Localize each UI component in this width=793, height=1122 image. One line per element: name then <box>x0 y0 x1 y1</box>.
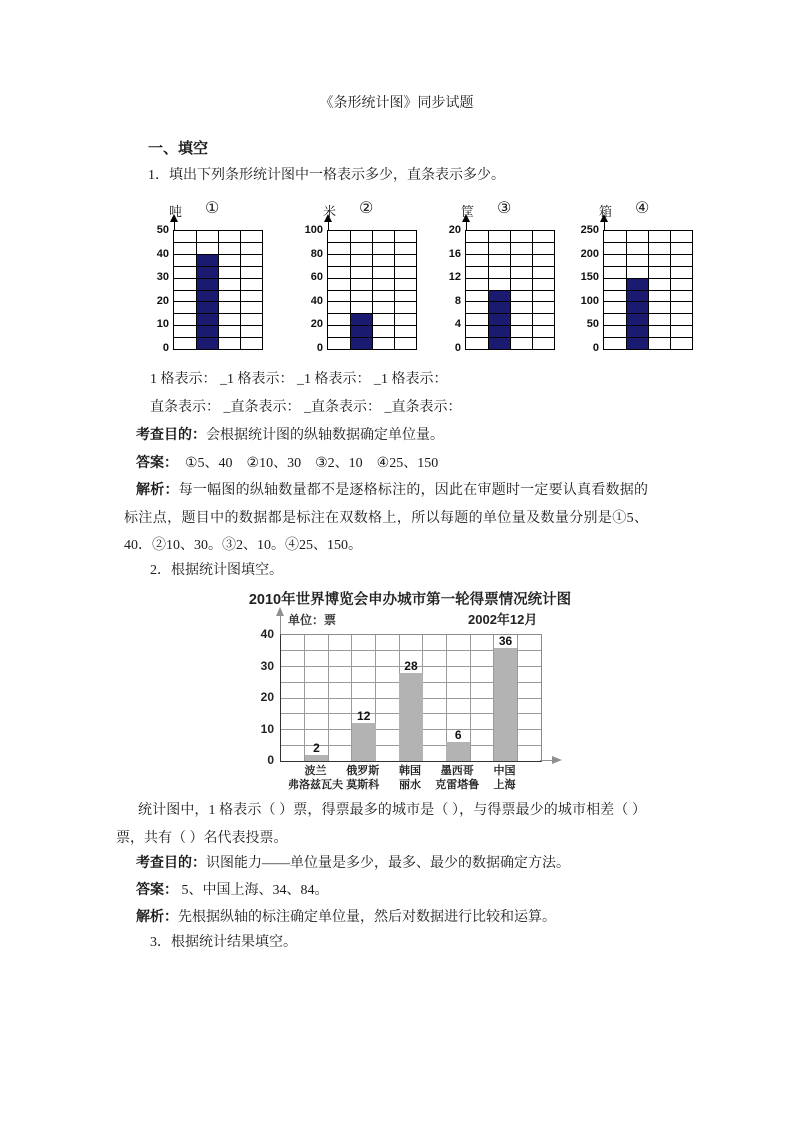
y-axis-tick: 150 <box>580 271 599 284</box>
purpose-text: 识图能力——单位量是多少，最多、最少的数据确定方法。 <box>206 856 570 871</box>
y-axis-tick: 30 <box>156 271 169 284</box>
y-axis-tick: 50 <box>156 224 169 236</box>
y-axis-tick: 4 <box>454 318 461 331</box>
gridline <box>466 337 554 338</box>
x-axis-category-label: 韩国 丽水 <box>399 765 421 791</box>
gridline <box>466 301 554 302</box>
gridline <box>174 313 262 314</box>
y-axis-tick: 200 <box>580 247 599 260</box>
bar-value-label: 6 <box>454 728 462 743</box>
gridline <box>328 278 416 279</box>
gridline <box>604 242 692 243</box>
question3-prompt: 3．根据统计结果填空。 <box>150 935 297 950</box>
answer-text: 5、中国上海、34、84。 <box>178 883 329 898</box>
q1-analysis <box>124 477 648 560</box>
q1-answer-line <box>136 452 438 472</box>
bar-value-label: 36 <box>498 633 513 648</box>
y-axis-arrow-icon <box>600 214 608 222</box>
y-axis-tick: 0 <box>162 342 169 354</box>
q1-purpose-line <box>136 424 444 444</box>
gridline <box>466 266 554 267</box>
gridline <box>174 290 262 291</box>
gridline <box>466 254 554 255</box>
chart-grid <box>327 230 417 350</box>
question2-prompt: 2．根据统计图填空。 <box>150 563 283 578</box>
gridline <box>328 242 416 243</box>
gridline <box>174 266 262 267</box>
y-axis-tick: 0 <box>592 342 599 354</box>
analysis-label: 解析： <box>136 483 179 498</box>
gridline <box>328 337 416 338</box>
answer-text: ①5、40 ②10、30 ③2、10 ④25、150 <box>178 456 439 471</box>
gridline <box>328 290 416 291</box>
fill-line-grid: 1 格表示： _1 格表示： _1 格表示： _1 格表示： <box>150 372 448 387</box>
y-axis-arrow-icon <box>170 214 178 222</box>
chart-number-label: ③ <box>497 200 512 217</box>
y-axis-tick: 40 <box>260 627 274 641</box>
data-bar <box>305 755 329 761</box>
y-axis-tick: 0 <box>267 753 274 767</box>
y-axis-tick: 100 <box>580 294 599 307</box>
gridline <box>466 325 554 326</box>
gridline <box>466 278 554 279</box>
y-axis-tick: 12 <box>448 271 461 284</box>
q2-answer-line <box>136 879 329 899</box>
gridline <box>466 313 554 314</box>
gridline <box>328 325 416 326</box>
analysis-text: 先根据纵轴的标注确定单位量，然后对数据进行比较和运算。 <box>178 910 556 925</box>
y-axis-unit-label: 箱 <box>599 204 613 219</box>
y-axis-tick: 20 <box>260 690 274 704</box>
y-axis-tick: 20 <box>156 294 169 307</box>
y-axis-tick: 60 <box>310 271 323 284</box>
gridline <box>604 337 692 338</box>
gridline <box>328 254 416 255</box>
chart-number-label: ④ <box>635 200 650 217</box>
purpose-label: 考查目的： <box>136 856 206 871</box>
y-axis-tick: 8 <box>454 294 461 307</box>
gridline <box>174 254 262 255</box>
q2-purpose-line <box>136 852 570 872</box>
y-axis-tick: 40 <box>156 247 169 260</box>
data-bar <box>350 314 372 349</box>
chart-grid <box>465 230 555 350</box>
mini-bar-chart-tons <box>143 198 275 362</box>
gridline <box>328 266 416 267</box>
answer-label: 答案： <box>136 883 178 898</box>
expo-x-axis-labels <box>280 764 560 796</box>
analysis-text: 每一幅图的纵轴数量都不是逐格标注的，因此在审题时一定要认真看数据的标注点，题目中的数据都是标注在双数格上，所以每题的单位量及数量分别是①5、40．②10、30。③2、10。④25、150。 <box>124 483 648 553</box>
gridline <box>328 313 416 314</box>
x-axis-category-label: 中国 上海 <box>493 765 516 791</box>
answer-label: 答案： <box>136 456 178 471</box>
data-bar <box>488 290 510 349</box>
y-axis-unit-label: 筐 <box>461 204 475 219</box>
y-axis-tick: 40 <box>310 294 323 307</box>
mini-bar-chart-baskets <box>435 198 567 362</box>
bar-value-label: 12 <box>357 709 371 724</box>
expo-y-axis-arrow-icon <box>276 607 284 616</box>
chart-grid <box>173 230 263 350</box>
gridline <box>174 337 262 338</box>
bar-value-label: 28 <box>404 658 418 673</box>
x-axis-category-label: 墨西哥 克雷塔鲁 <box>435 765 480 791</box>
y-axis-tick: 16 <box>448 247 461 260</box>
y-axis-tick: 0 <box>454 342 461 354</box>
gridline <box>604 301 692 302</box>
q2-question: 统计图中，1 格表示（ ）票，得票最多的城市是（ ），与得票最少的城市相差（ ）票，共有（ ）名代表投票。 <box>116 803 646 846</box>
gridline <box>604 313 692 314</box>
y-axis-arrow-icon <box>462 214 470 222</box>
x-axis-category-label: 波兰 弗洛兹瓦夫 <box>287 765 343 791</box>
expo-unit-label: 单位：票 <box>288 613 337 627</box>
data-bar <box>446 742 470 761</box>
gridline <box>328 301 416 302</box>
purpose-label: 考查目的： <box>136 428 206 443</box>
expo-date-label: 2002年12月 <box>468 612 538 627</box>
y-axis-unit-label: 吨 <box>169 204 183 219</box>
gridline <box>466 290 554 291</box>
mini-bar-chart-meters <box>297 198 429 362</box>
chart-grid <box>603 230 693 350</box>
gridline <box>174 301 262 302</box>
expo-y-axis-tick-labels <box>250 627 274 767</box>
y-axis-tick: 100 <box>304 224 323 236</box>
data-bar <box>352 723 376 761</box>
chart-number-label: ① <box>205 200 220 217</box>
gridline <box>604 325 692 326</box>
y-axis-tick: 250 <box>580 224 599 236</box>
question1-prompt: 1．填出下列条形统计图中一格表示多少，直条表示多少。 <box>148 168 505 183</box>
analysis-label: 解析： <box>136 910 178 925</box>
y-axis-tick: 0 <box>316 342 323 354</box>
y-axis-tick: 10 <box>260 721 274 736</box>
y-axis-arrow-icon <box>324 214 332 222</box>
expo-chart-grid <box>280 634 542 762</box>
gridline <box>466 242 554 243</box>
y-axis-tick: 20 <box>310 318 323 331</box>
y-axis-tick: 50 <box>586 318 599 331</box>
document-title: 《条形统计图》同步试题 <box>319 96 474 111</box>
gridline <box>604 254 692 255</box>
data-bar <box>399 673 423 761</box>
x-axis-category-label: 俄罗斯 莫斯科 <box>346 765 380 791</box>
gridline <box>604 290 692 291</box>
y-axis-tick: 10 <box>156 318 169 331</box>
gridline <box>174 325 262 326</box>
gridline <box>174 242 262 243</box>
gridline <box>604 278 692 279</box>
data-bar <box>494 648 518 761</box>
chart-number-label: ② <box>359 200 374 217</box>
purpose-text: 会根据统计图的纵轴数据确定单位量。 <box>206 428 444 443</box>
y-axis-tick: 30 <box>260 658 274 673</box>
gridline <box>604 266 692 267</box>
y-axis-tick: 80 <box>310 247 323 260</box>
section-one-heading: 一、填空 <box>148 141 209 157</box>
y-axis-unit-label: 米 <box>323 204 337 219</box>
mini-bar-chart-boxes <box>573 198 705 362</box>
bar-value-label: 2 <box>313 740 320 755</box>
fill-line-bar: 直条表示： _直条表示： _直条表示： _直条表示： <box>150 400 462 415</box>
expo-chart-title: 2010年世界博览会申办城市第一轮得票情况统计图 <box>248 592 572 608</box>
q2-analysis-line <box>136 906 556 926</box>
gridline <box>174 278 262 279</box>
y-axis-tick: 20 <box>448 224 461 236</box>
